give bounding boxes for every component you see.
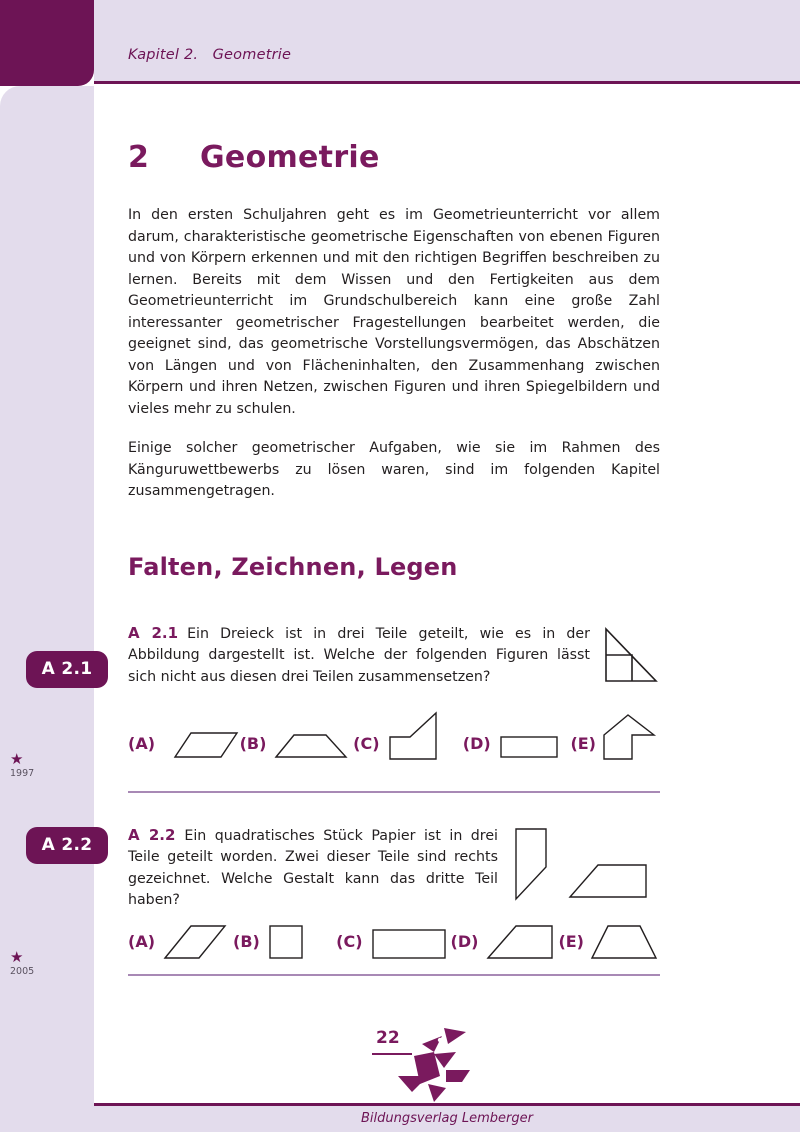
figure-divided-right-triangle <box>600 623 660 695</box>
figure-two-paper-pieces <box>508 825 658 909</box>
option-letter: (C) <box>336 932 363 951</box>
header-bar <box>94 0 800 81</box>
intro-paragraph-1: In den ersten Schuljahren geht es im Geometrieunterricht vor allem darum, charakteristische geometrische Eigenschaften von ebenen Figuren und von Körpern erkennen und mit den richtigen Begriffen beschreiben zu lernen. Bereits mit dem Wissen und den Fertigkeiten aus dem Geometrieunterricht im Grundschulbereich kann eine große Zahl interessanter geometrischer Fragestellungen bearbeitet werden, die geeignet sind, das geometrische Vorstellungsvermögen, das Abschätzen von Längen und von Flächeninhalten, den Zusammenhang zwischen Körpern und ihren Netzen, zwischen Figuren und ihren Spiegelbildern und vieles mehr zu schulen. <box>128 207 660 417</box>
shape-rectangle <box>495 727 565 761</box>
shape-rectangle-wide <box>367 922 451 962</box>
header-rule <box>94 81 800 84</box>
option-a22-b[interactable] <box>233 922 336 962</box>
star-icon: ★ <box>10 750 24 768</box>
option-a22-c[interactable] <box>336 922 450 962</box>
option-letter: (D) <box>450 932 479 951</box>
chapter-heading <box>128 140 660 175</box>
corner-block <box>0 0 94 86</box>
problem-a22-rule <box>128 974 660 976</box>
problem-tab-a21[interactable]: A 2.1 <box>26 651 108 688</box>
problem-a22 <box>128 825 660 976</box>
option-letter: (B) <box>233 932 260 951</box>
problem-a22-options <box>128 922 660 962</box>
option-letter: (B) <box>239 734 267 753</box>
footer-left-fill <box>0 1106 94 1132</box>
shape-right-trapezoid <box>482 922 558 962</box>
shape-parallelogram <box>159 727 239 761</box>
chapter-title: Geometrie <box>200 140 380 175</box>
problem-a21-statement <box>128 623 590 689</box>
problem-a21-rule <box>128 791 660 793</box>
kangaroo-tangram-logo <box>370 1022 480 1102</box>
section-heading: Falten, Zeichnen, Legen <box>128 552 458 581</box>
chapter-number: 2 <box>128 140 150 175</box>
star-icon: ★ <box>10 948 24 966</box>
option-a22-a[interactable] <box>128 922 233 962</box>
problem-a22-label: A 2.2 <box>128 825 176 844</box>
running-title: Kapitel 2. Geometrie <box>128 47 292 63</box>
option-a21-e[interactable] <box>570 711 660 777</box>
problem-a21-label: A 2.1 <box>128 623 179 642</box>
option-letter: (E) <box>570 734 596 753</box>
shape-ramp-polygon <box>384 709 454 763</box>
shape-parallelogram-steep <box>159 922 233 962</box>
marker-a21 <box>10 752 34 780</box>
option-a21-c[interactable] <box>353 709 463 779</box>
option-a21-d[interactable] <box>463 727 571 761</box>
option-a22-d[interactable] <box>451 922 559 962</box>
problem-a21 <box>128 623 660 793</box>
marker-a22 <box>10 950 34 978</box>
problem-a21-options <box>128 709 660 779</box>
option-letter: (D) <box>462 734 491 753</box>
option-letter: (A) <box>128 734 156 753</box>
option-a22-e[interactable] <box>558 922 660 962</box>
main-content <box>128 96 660 976</box>
year-label: 1997 <box>10 768 35 779</box>
option-letter: (C) <box>353 734 380 753</box>
year-label: 2005 <box>10 966 35 977</box>
publisher-name: Bildungsverlag Lemberger <box>361 1111 533 1126</box>
shape-square <box>264 922 314 962</box>
problem-tab-a22[interactable]: A 2.2 <box>26 827 108 864</box>
option-letter: (A) <box>128 932 156 951</box>
problem-a21-text: Ein Dreieck ist in drei Teile geteilt, wie es in der Abbildung dargestellt ist. Welche der folgenden Figuren lässt sich nicht aus diesen drei Teilen zusammensetzen? <box>128 625 590 685</box>
option-a21-b[interactable] <box>240 727 354 761</box>
intro-paragraph-2: Einige solcher geometrischer Aufgaben, wie sie im Rahmen des Känguruwettbewerbs zu lösen waren, sind im folgenden Kapitel zusammengetragen. <box>128 440 660 499</box>
page-number: 22 <box>376 1028 400 1048</box>
shape-trapezoid-symmetric <box>270 727 352 761</box>
shape-trapezoid-symmetric <box>588 922 660 962</box>
option-letter: (E) <box>558 932 584 951</box>
problem-a22-statement <box>128 825 498 912</box>
option-a21-a[interactable] <box>128 727 240 761</box>
problem-a22-text: Ein quadratisches Stück Papier ist in drei Teile geteilt worden. Zwei dieser Teile sind rechts gezeichnet. Welche Gestalt kann das dritte Teil haben? <box>128 827 498 908</box>
shape-house-arrow <box>600 711 660 763</box>
